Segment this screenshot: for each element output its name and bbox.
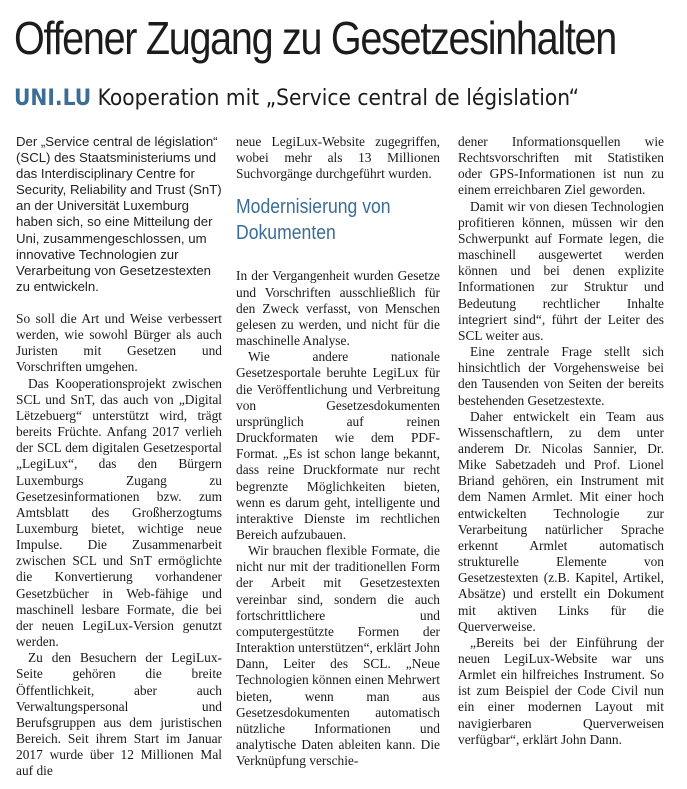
paragraph: Eine zentrale Frage stellt sich hinsichtlich der Vorgehensweise bei den Tausenden von Seiten der bereits bestehenden Gesetzestexte. xyxy=(458,344,664,408)
headline: Offener Zugang zu Gesetzesinhalten xyxy=(14,12,616,64)
column-3 xyxy=(458,134,664,748)
paragraph: Wir brauchen flexible Formate, die nicht nur mit der traditionellen Form der Arbeit mit Gesetzestexten vereinbar sind, sondern die auch fortschrittlichere und computergestützte Formen der Interaktion unterstützen“, erklärt John Dann, Leiter des SCL. „Neue Technologien können einen Mehrwert bieten, wenn man aus Gesetzesdokumenten automatisch nützliche Informationen und analytische Daten ableiten kann. Die Verknüpfung verschie- xyxy=(236,543,440,769)
paragraph: Zu den Besuchern der LegiLux-Seite gehören die breite Öffentlichkeit, aber auch Verwaltungspersonal und Berufsgruppen aus dem juristischen Bereich. Seit ihrem Start im Januar 2017 wurde über 12 Millionen Mal auf die xyxy=(16,650,222,779)
paragraph: Wie andere nationale Gesetzesportale beruhte LegiLux für die Veröffentlichung und Verbreitung von Gesetzesdokumenten ursprünglich auf reinen Druckformaten wie dem PDF-Format. „Es ist schon lange bekannt, dass reine Druckformate nur recht begrenzte Möglichkeiten bieten, wenn es darum geht, intelligente und interaktive Dienste im rechtlichen Bereich aufzubauen. xyxy=(236,349,440,542)
paragraph: Das Kooperationsprojekt zwischen SCL und SnT, das auch von „Digital Lëtzebuerg“ unterstützt wird, trägt bereits Früchte. Anfang 2017 verlieh der SCL dem digitalen Gesetzesportal „LegiLux“, das den Bürgern Luxemburgs Zugang zu Gesetzesinformationen bzw. zum Amtsblatt des Großherzogtums Luxemburg bietet, wichtige neue Impulse. Die Zusammenarbeit zwischen SCL und SnT ermöglichte die Konvertierung vorhandener Gesetzbücher in Web-fähige und maschinell lesbare Formate, die bei der neuen LegiLux-Version genutzt werden. xyxy=(16,375,222,650)
subheadline-text: Kooperation mit „Service central de législation“ xyxy=(91,86,580,111)
paragraph: So soll die Art und Weise verbessert werden, wie sowohl Bürger als auch Juristen mit Gesetzen und Vorschriften umgehen. xyxy=(16,310,222,375)
paragraph: Daher entwickelt ein Team aus Wissenschaftlern, zu dem unter anderem Dr. Nicolas Sannier, Dr. Mike Sabetzadeh und Prof. Lionel Briand gehören, ein Instrument mit dem Namen Armlet. Mit einer hoch entwickelten Technologie zur Verarbeitung natürlicher Sprache erkennt Armlet automatisch strukturelle Elemente von Gesetzestexten (z.B. Kapitel, Artikel, Absätze) und erstellt ein Dokument mit aktiven Links für die Querverweise. xyxy=(458,408,664,634)
paragraph: Damit wir von diesen Technologien profitieren können, müssen wir den Schwerpunkt auf Formate legen, die maschinell ausgewertet werden können und bei denen explizite Informationen zur Struktur und Bedeutung rechtlicher Inhalte integriert sind“, führt der Leiter des SCL weiter aus. xyxy=(458,198,664,343)
crosshead: Modernisierung von Dokumenten xyxy=(236,196,391,245)
subheadline-brand: UNI.LU xyxy=(14,86,92,111)
paragraph: dener Informationsquellen wie Rechtsvorschriften mit Statistiken oder GPS-Informationen ist nun zu einem erreichbaren Ziel geworden. xyxy=(458,134,664,198)
subheadline xyxy=(14,84,579,114)
column-1 xyxy=(16,134,222,779)
paragraph: In der Vergangenheit wurden Gesetze und Vorschriften ausschließlich für den Zweck verfasst, von Menschen gelesen zu werden, und nicht für die maschinelle Analyse. xyxy=(236,268,440,349)
paragraph: „Bereits bei der Einführung der neuen LegiLux-Website war uns Armlet ein hilfreiches Instrument. So ist zum Beispiel der Code Civil nun ein einer modernen Layout mit navigierbaren Querverweisen verfügbar“, erklärt John Dann. xyxy=(458,634,664,747)
paragraph: neue LegiLux-Website zugegriffen, wobei mehr als 13 Millionen Suchvorgänge durchgeführt wurden. xyxy=(236,134,440,182)
lead-paragraph: Der „Service central de législation“ (SCL) des Staatsministeriums und das Interdisciplinary Centre for Security, Reliability and Trust (SnT) an der Universität Luxemburg haben sich, so eine Mitteilung der Uni, zusammengeschlossen, um innovative Technologien zur Verarbeitung von Gesetzestexten zu entwickeln. xyxy=(16,134,222,294)
column-2 xyxy=(236,134,440,769)
